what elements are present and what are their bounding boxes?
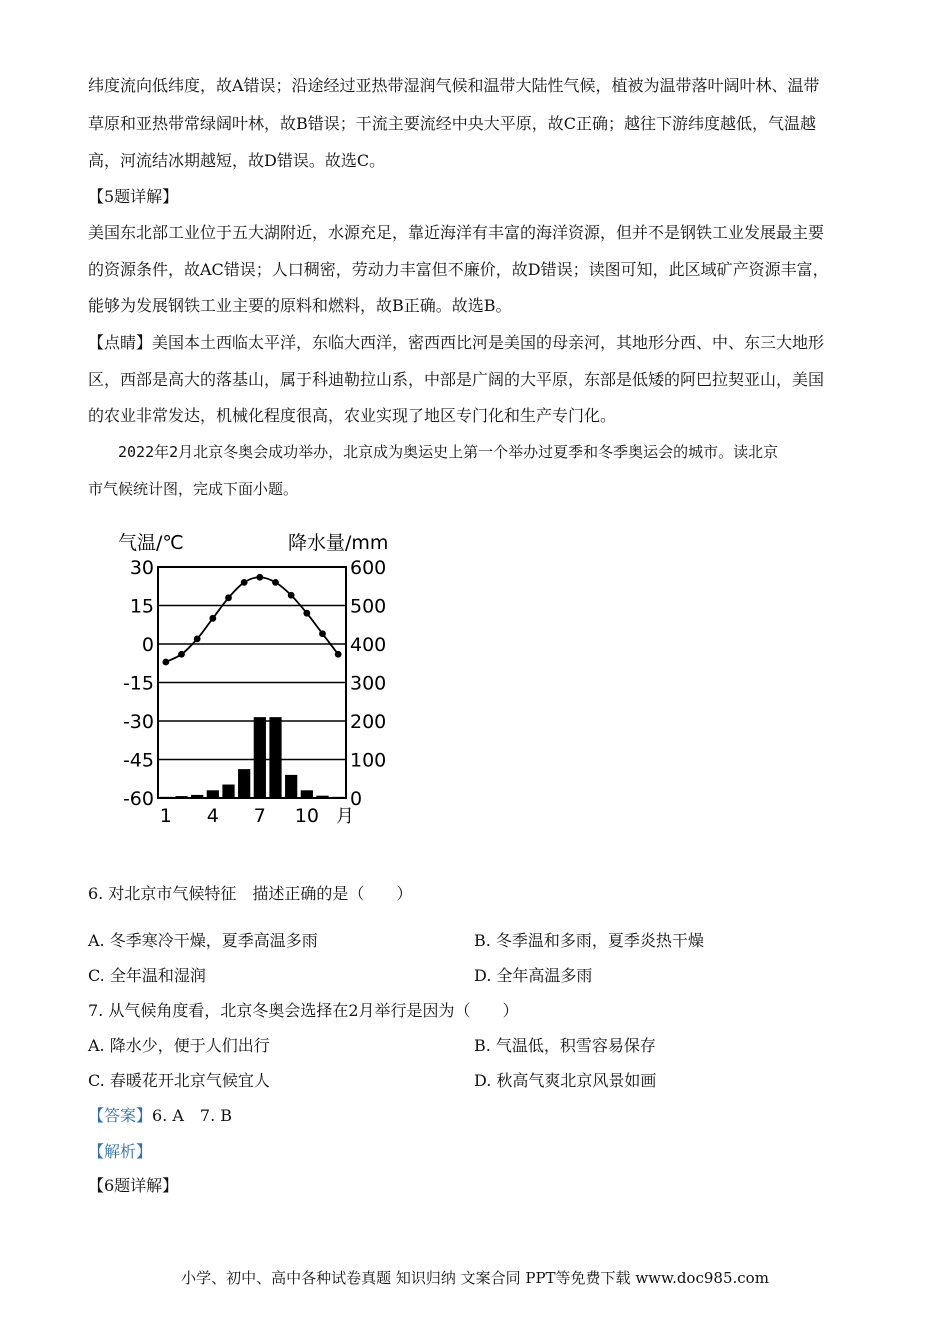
q6-option-d: D. 全年高温多雨 <box>474 966 593 985</box>
temperature-line <box>162 574 341 666</box>
q7-option-c: C. 春暖花开北京气候宜人 <box>88 1071 270 1090</box>
temp-tick-label: -15 <box>122 672 154 695</box>
temp-point-7 <box>256 574 263 581</box>
q6-option-b: B. 冬季温和多雨，夏季炎热干燥 <box>474 931 704 950</box>
beijing-climate-chart <box>110 525 410 835</box>
q5-detail-header: 【5题详解】 <box>88 187 179 206</box>
precip-axis-label: 降水量/mm <box>288 532 389 554</box>
temp-point-8 <box>272 579 279 586</box>
temp-point-4 <box>209 615 216 622</box>
q7-option-a: A. 降水少，便于人们出行 <box>88 1036 270 1055</box>
temp-tick-label: -45 <box>122 749 154 772</box>
temp-point-2 <box>178 651 185 658</box>
temp-point-12 <box>335 651 342 658</box>
answer-line <box>88 1106 863 1126</box>
precip-tick-label: 100 <box>350 749 387 772</box>
q6-option-a: A. 冬季寒冷干燥，夏季高温多雨 <box>88 931 318 950</box>
temp-point-5 <box>225 594 232 601</box>
month-tick-label: 10 <box>294 805 319 827</box>
precipitation-bars <box>160 717 345 798</box>
precip-tick-label: 500 <box>350 595 387 618</box>
precip-tick-label: 600 <box>350 557 387 579</box>
q5-detail-line-3: 能够为发展钢铁工业主要的原料和燃料，故B正确。故选B。 <box>88 296 512 315</box>
q7-option-d: D. 秋高气爽北京风景如画 <box>474 1071 657 1090</box>
answer-value: 6. A 7. B <box>152 1106 233 1125</box>
precip-tick-label: 400 <box>350 634 387 656</box>
precip-bar-8 <box>269 717 281 798</box>
intro-line-2: 市气候统计图，完成下面小题。 <box>88 480 299 498</box>
temp-point-10 <box>303 610 310 617</box>
precip-bar-10 <box>301 790 313 798</box>
precip-bar-4 <box>207 790 219 798</box>
precip-tick-label: 300 <box>350 672 387 695</box>
q7-stem: 7. 从气候角度看，北京冬奥会选择在2月举行是因为（ ） <box>88 1001 519 1020</box>
pointer-line-1: 【点睛】美国本土西临太平洋，东临大西洋，密西西比河是美国的母亲河，其地形分西、中、东三大地形 <box>88 333 825 352</box>
temp-point-11 <box>319 630 326 637</box>
chart-grid <box>158 567 346 798</box>
precip-tick-label: 200 <box>350 711 387 733</box>
analysis-line-3: 高，河流结冰期越短，故D错误。故选C。 <box>88 151 386 170</box>
month-tick-label: 7 <box>253 805 266 827</box>
temp-point-9 <box>288 592 295 599</box>
analysis-label: 【解析】 <box>88 1142 153 1161</box>
q6-stem: 6. 对北京市气候特征 描述正确的是（ ） <box>88 884 413 903</box>
temp-tick-label: -60 <box>122 788 154 810</box>
month-unit-label: 月 <box>336 806 354 827</box>
temperature-curve <box>166 577 338 662</box>
temp-tick-label: 30 <box>129 557 154 579</box>
q6-detail-header: 【6题详解】 <box>88 1176 179 1195</box>
q6-option-c: C. 全年温和湿润 <box>88 966 206 985</box>
temp-tick-label: 0 <box>141 634 154 656</box>
answer-label: 【答案】 <box>88 1106 153 1125</box>
q7-option-b: B. 气温低，积雪容易保存 <box>474 1036 656 1055</box>
q5-detail-line-1: 美国东北部工业位于五大湖附近，水源充足，靠近海洋有丰富的海洋资源，但并不是钢铁工业发展最主要 <box>88 223 825 242</box>
q5-detail-line-2: 的资源条件，故AC错误；人口稠密，劳动力丰富但不廉价，故D错误；读图可知，此区域矿产资源丰富， <box>88 260 829 279</box>
analysis-line-1: 纬度流向低纬度，故A错误；沿途经过亚热带湿润气候和温带大陆性气候，植被为温带落叶阔叶林、温带 <box>88 76 820 95</box>
precip-bar-5 <box>222 785 234 798</box>
precip-bar-9 <box>285 775 297 798</box>
month-tick-label: 1 <box>159 805 172 827</box>
precip-bar-6 <box>238 769 250 798</box>
page-footer: 小学、初中、高中各种试卷真题 知识归纳 文案合同 PPT等免费下载 www.doc985.com <box>181 1269 769 1287</box>
temp-point-6 <box>241 579 248 586</box>
intro-line-1: 2022年2月北京冬奥会成功举办，北京成为奥运史上第一个举办过夏季和冬季奥运会的城市。读北京 <box>118 443 779 461</box>
temp-tick-label: 15 <box>129 595 154 618</box>
temp-point-1 <box>162 659 169 666</box>
pointer-line-3: 的农业非常发达，机械化程度很高，农业实现了地区专门化和生产专门化。 <box>88 406 617 425</box>
month-tick-label: 4 <box>206 805 219 827</box>
temp-tick-label: -30 <box>122 711 154 733</box>
temp-axis-label: 气温/℃ <box>118 532 184 554</box>
precip-bar-7 <box>254 717 266 798</box>
pointer-line-2: 区，西部是高大的落基山，属于科迪勒拉山系，中部是广阔的大平原，东部是低矮的阿巴拉契亚山，美国 <box>88 370 825 389</box>
precip-tick-label: 0 <box>350 788 363 810</box>
analysis-line-2: 草原和亚热带常绿阔叶林，故B错误；干流主要流经中央大平原，故C正确；越往下游纬度越低，气温越 <box>88 114 817 133</box>
temp-point-3 <box>194 635 201 642</box>
